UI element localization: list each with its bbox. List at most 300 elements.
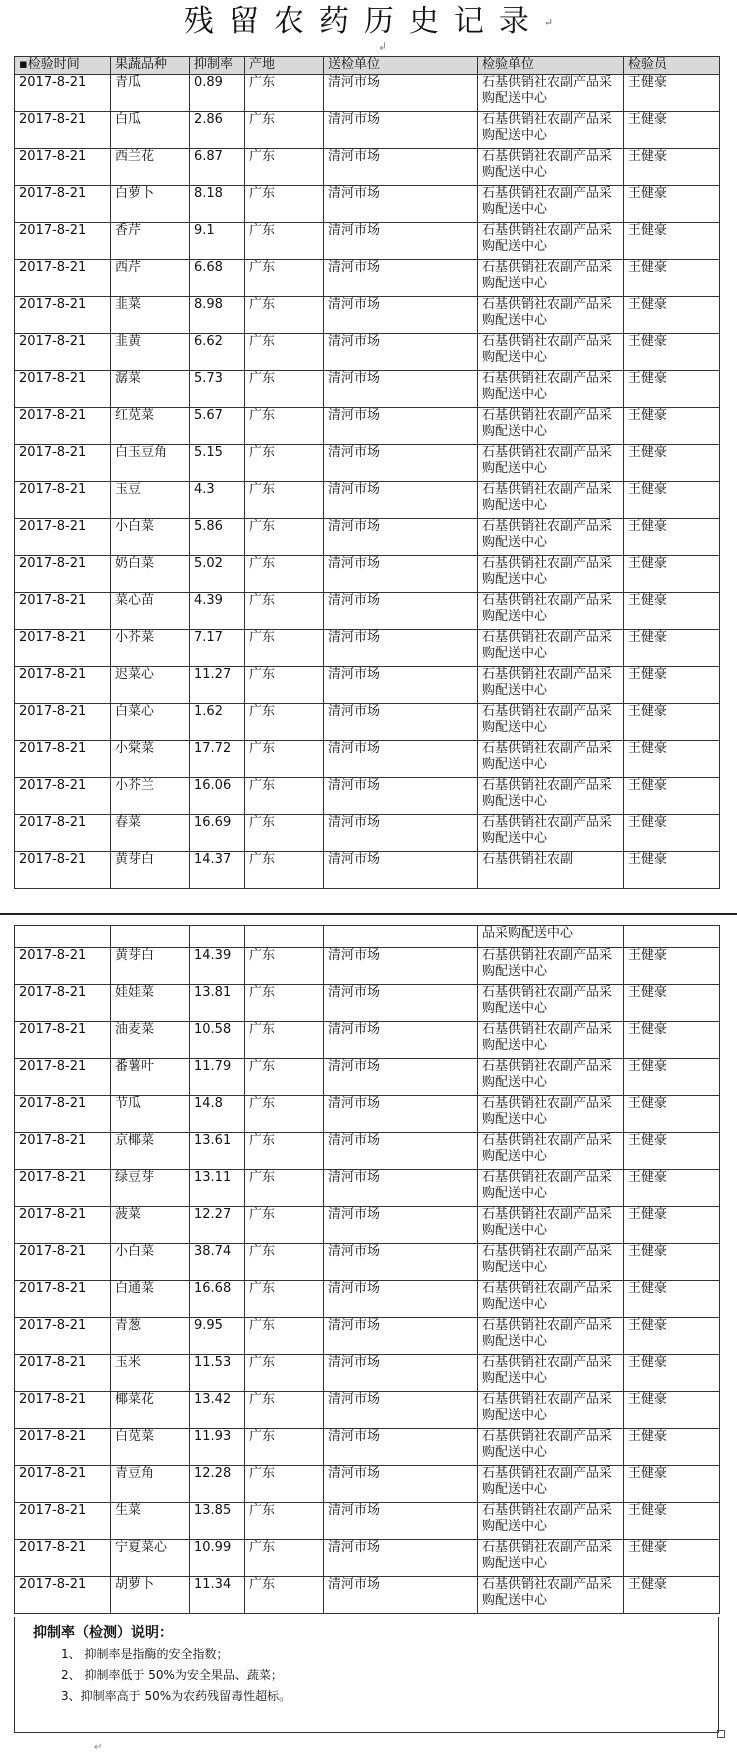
cell-test-unit-continued: 品采购配送中心 <box>478 926 624 948</box>
cell-submitter: 清河市场 <box>324 704 478 741</box>
table-row <box>15 667 720 704</box>
cell-test-date: 2017-8-21 <box>15 445 111 482</box>
cell-produce: 潺菜 <box>111 371 190 408</box>
cell-inhibition-rate: 16.68 <box>190 1281 245 1318</box>
cell-test-date: 2017-8-21 <box>15 408 111 445</box>
table-row <box>15 556 720 593</box>
cell-test-date: 2017-8-21 <box>15 1503 111 1540</box>
cell-test-date: 2017-8-21 <box>15 482 111 519</box>
cell-origin: 广东 <box>245 1170 324 1207</box>
cell-inhibition-rate: 8.18 <box>190 186 245 223</box>
cell-inhibition-rate: 1.62 <box>190 704 245 741</box>
cell-inhibition-rate: 12.28 <box>190 1466 245 1503</box>
cell-test-date: 2017-8-21 <box>15 948 111 985</box>
cell-test-date: 2017-8-21 <box>15 593 111 630</box>
cell-submitter: 清河市场 <box>324 1318 478 1355</box>
cell-origin: 广东 <box>245 1207 324 1244</box>
table-row <box>15 223 720 260</box>
table-row <box>15 334 720 371</box>
cell-submitter: 清河市场 <box>324 519 478 556</box>
cell-inhibition-rate: 5.02 <box>190 556 245 593</box>
cell-test-date: 2017-8-21 <box>15 1170 111 1207</box>
cell-empty <box>190 926 245 948</box>
cell-submitter: 清河市场 <box>324 1207 478 1244</box>
page-break-line <box>0 913 737 915</box>
cell-produce: 韭黄 <box>111 334 190 371</box>
cell-test-unit: 石基供销社农副产品采购配送中心 <box>478 1577 624 1614</box>
table-row <box>15 1244 720 1281</box>
cell-submitter: 清河市场 <box>324 1466 478 1503</box>
cell-inspector: 王健豪 <box>624 985 720 1022</box>
cell-test-date: 2017-8-21 <box>15 1392 111 1429</box>
cell-inspector: 王健豪 <box>624 1466 720 1503</box>
cell-test-unit: 石基供销社农副产品采购配送中心 <box>478 778 624 815</box>
cell-produce: 菠菜 <box>111 1207 190 1244</box>
cell-test-date: 2017-8-21 <box>15 1244 111 1281</box>
cell-produce: 玉米 <box>111 1355 190 1392</box>
cell-submitter: 清河市场 <box>324 556 478 593</box>
cell-test-date: 2017-8-21 <box>15 704 111 741</box>
cell-produce: 小白菜 <box>111 519 190 556</box>
cell-submitter: 清河市场 <box>324 408 478 445</box>
cell-produce: 黄芽白 <box>111 948 190 985</box>
cell-origin: 广东 <box>245 1133 324 1170</box>
cell-inspector: 王健豪 <box>624 1096 720 1133</box>
cell-test-unit: 石基供销社农副产品采购配送中心 <box>478 1281 624 1318</box>
cell-origin: 广东 <box>245 1318 324 1355</box>
cell-inspector: 王健豪 <box>624 1133 720 1170</box>
cell-test-unit: 石基供销社农副产品采购配送中心 <box>478 482 624 519</box>
cell-inhibition-rate: 2.86 <box>190 112 245 149</box>
cell-inhibition-rate: 6.87 <box>190 149 245 186</box>
cell-produce: 宁夏菜心 <box>111 1540 190 1577</box>
cell-inspector: 王健豪 <box>624 948 720 985</box>
cell-inhibition-rate: 9.95 <box>190 1318 245 1355</box>
table-row <box>15 1540 720 1577</box>
cell-produce: 生菜 <box>111 1503 190 1540</box>
cell-origin: 广东 <box>245 1244 324 1281</box>
cell-test-date: 2017-8-21 <box>15 112 111 149</box>
cell-test-date: 2017-8-21 <box>15 1318 111 1355</box>
cell-produce: 小芥菜 <box>111 630 190 667</box>
cell-test-date: 2017-8-21 <box>15 1059 111 1096</box>
cell-inspector: 王健豪 <box>624 1503 720 1540</box>
cell-test-unit: 石基供销社农副产品采购配送中心 <box>478 1355 624 1392</box>
notes-line: 1、 抑制率是指酶的安全指数； <box>61 1647 229 1661</box>
cell-origin: 广东 <box>245 1355 324 1392</box>
cell-inhibition-rate: 13.81 <box>190 985 245 1022</box>
cell-inspector: 王健豪 <box>624 593 720 630</box>
cell-test-date: 2017-8-21 <box>15 334 111 371</box>
cell-test-unit: 石基供销社农副产品采购配送中心 <box>478 1133 624 1170</box>
cell-test-date: 2017-8-21 <box>15 297 111 334</box>
cell-test-unit: 石基供销社农副产品采购配送中心 <box>478 667 624 704</box>
cell-produce: 青葱 <box>111 1318 190 1355</box>
cell-origin: 广东 <box>245 408 324 445</box>
cell-test-unit: 石基供销社农副产品采购配送中心 <box>478 1207 624 1244</box>
cell-produce: 玉豆 <box>111 482 190 519</box>
cell-inhibition-rate: 11.79 <box>190 1059 245 1096</box>
cell-inhibition-rate: 13.11 <box>190 1170 245 1207</box>
notes-line: 3、抑制率高于 50%为农药残留毒性超标。 <box>61 1689 292 1703</box>
cell-produce: 韭菜 <box>111 297 190 334</box>
cell-test-date: 2017-8-21 <box>15 1207 111 1244</box>
table-row <box>15 1281 720 1318</box>
cell-submitter: 清河市场 <box>324 1170 478 1207</box>
table-row <box>15 704 720 741</box>
cell-inspector: 王健豪 <box>624 1170 720 1207</box>
cell-produce: 节瓜 <box>111 1096 190 1133</box>
cell-produce: 迟菜心 <box>111 667 190 704</box>
cell-test-unit: 石基供销社农副产品采购配送中心 <box>478 1540 624 1577</box>
header-origin: 产地 <box>245 57 324 75</box>
table-row <box>15 1059 720 1096</box>
cell-origin: 广东 <box>245 985 324 1022</box>
cell-inhibition-rate: 11.93 <box>190 1429 245 1466</box>
cell-inspector: 王健豪 <box>624 704 720 741</box>
cell-origin: 广东 <box>245 1540 324 1577</box>
table-row <box>15 297 720 334</box>
cell-submitter: 清河市场 <box>324 1281 478 1318</box>
cell-empty <box>245 926 324 948</box>
cell-produce: 京椰菜 <box>111 1133 190 1170</box>
cell-submitter: 清河市场 <box>324 741 478 778</box>
cell-submitter: 清河市场 <box>324 948 478 985</box>
table-continuation-row <box>15 926 720 948</box>
table-row <box>15 75 720 112</box>
cell-inhibition-rate: 17.72 <box>190 741 245 778</box>
cell-submitter: 清河市场 <box>324 1133 478 1170</box>
cell-submitter: 清河市场 <box>324 593 478 630</box>
cell-produce: 青瓜 <box>111 75 190 112</box>
cell-test-unit: 石基供销社农副产品采购配送中心 <box>478 186 624 223</box>
table-row <box>15 1577 720 1614</box>
cell-inspector: 王健豪 <box>624 445 720 482</box>
cell-origin: 广东 <box>245 75 324 112</box>
cell-inhibition-rate: 0.89 <box>190 75 245 112</box>
cell-inhibition-rate: 38.74 <box>190 1244 245 1281</box>
cell-submitter: 清河市场 <box>324 815 478 852</box>
cell-submitter: 清河市场 <box>324 1022 478 1059</box>
cell-inspector: 王健豪 <box>624 1059 720 1096</box>
cell-submitter: 清河市场 <box>324 1540 478 1577</box>
cell-submitter: 清河市场 <box>324 1392 478 1429</box>
cell-origin: 广东 <box>245 1392 324 1429</box>
cell-origin: 广东 <box>245 593 324 630</box>
cell-inhibition-rate: 13.61 <box>190 1133 245 1170</box>
cell-produce: 绿豆芽 <box>111 1170 190 1207</box>
cell-submitter: 清河市场 <box>324 1096 478 1133</box>
cell-test-date: 2017-8-21 <box>15 1355 111 1392</box>
cell-submitter: 清河市场 <box>324 1355 478 1392</box>
table-row <box>15 741 720 778</box>
cell-inhibition-rate: 9.1 <box>190 223 245 260</box>
table-header-row <box>15 57 720 75</box>
notes-title: 抑制率（检测）说明： <box>33 1625 173 1641</box>
cell-test-unit: 石基供销社农副产品采购配送中心 <box>478 1503 624 1540</box>
cell-submitter: 清河市场 <box>324 482 478 519</box>
table-row <box>15 149 720 186</box>
table-row <box>15 778 720 815</box>
cell-test-date: 2017-8-21 <box>15 371 111 408</box>
cell-test-unit: 石基供销社农副产品采购配送中心 <box>478 704 624 741</box>
cell-inspector: 王健豪 <box>624 1207 720 1244</box>
cell-test-date: 2017-8-21 <box>15 556 111 593</box>
cell-empty <box>15 926 111 948</box>
cell-test-unit: 石基供销社农副产品采购配送中心 <box>478 593 624 630</box>
cell-produce: 小棠菜 <box>111 741 190 778</box>
cell-produce: 白菜心 <box>111 704 190 741</box>
table-row <box>15 630 720 667</box>
end-paragraph-mark: ↵ <box>94 1742 103 1753</box>
cell-origin: 广东 <box>245 482 324 519</box>
cell-origin: 广东 <box>245 630 324 667</box>
cell-origin: 广东 <box>245 852 324 889</box>
table-row <box>15 985 720 1022</box>
cell-test-date: 2017-8-21 <box>15 985 111 1022</box>
cell-submitter: 清河市场 <box>324 75 478 112</box>
cell-test-unit: 石基供销社农副产品采购配送中心 <box>478 556 624 593</box>
cell-inhibition-rate: 16.06 <box>190 778 245 815</box>
cell-inspector: 王健豪 <box>624 297 720 334</box>
records-table-page2 <box>14 925 720 1614</box>
cell-test-unit: 石基供销社农副产品采购配送中心 <box>478 223 624 260</box>
cell-origin: 广东 <box>245 778 324 815</box>
cell-test-unit: 石基供销社农副产品采购配送中心 <box>478 1318 624 1355</box>
cell-inspector: 王健豪 <box>624 1577 720 1614</box>
cell-inhibition-rate: 10.58 <box>190 1022 245 1059</box>
cell-inhibition-rate: 4.3 <box>190 482 245 519</box>
cell-produce: 白瓜 <box>111 112 190 149</box>
cell-submitter: 清河市场 <box>324 260 478 297</box>
cell-inspector: 王健豪 <box>624 556 720 593</box>
cell-inspector: 王健豪 <box>624 1022 720 1059</box>
cell-submitter: 清河市场 <box>324 186 478 223</box>
cell-submitter: 清河市场 <box>324 445 478 482</box>
table-row <box>15 519 720 556</box>
cell-inspector: 王健豪 <box>624 519 720 556</box>
cell-inspector: 王健豪 <box>624 149 720 186</box>
cell-test-date: 2017-8-21 <box>15 1022 111 1059</box>
cell-inhibition-rate: 5.86 <box>190 519 245 556</box>
cell-test-date: 2017-8-21 <box>15 75 111 112</box>
cell-test-unit: 石基供销社农副产品采购配送中心 <box>478 1429 624 1466</box>
cell-test-unit: 石基供销社农副产品采购配送中心 <box>478 948 624 985</box>
cell-produce: 西芹 <box>111 260 190 297</box>
cell-origin: 广东 <box>245 741 324 778</box>
cell-inspector: 王健豪 <box>624 482 720 519</box>
table-row <box>15 1096 720 1133</box>
table-row <box>15 815 720 852</box>
header-produce: 果蔬品种 <box>111 57 190 75</box>
cell-inhibition-rate: 6.62 <box>190 334 245 371</box>
cell-inhibition-rate: 11.34 <box>190 1577 245 1614</box>
cell-origin: 广东 <box>245 1577 324 1614</box>
cell-test-unit: 石基供销社农副产品采购配送中心 <box>478 1244 624 1281</box>
cell-inspector: 王健豪 <box>624 1244 720 1281</box>
cell-inspector: 王健豪 <box>624 1392 720 1429</box>
cell-inhibition-rate: 5.73 <box>190 371 245 408</box>
table-row <box>15 1466 720 1503</box>
cell-test-date: 2017-8-21 <box>15 667 111 704</box>
table-row <box>15 1318 720 1355</box>
cell-test-unit: 石基供销社农副产品采购配送中心 <box>478 1170 624 1207</box>
cell-test-unit: 石基供销社农副产品采购配送中心 <box>478 408 624 445</box>
cell-origin: 广东 <box>245 556 324 593</box>
cell-inhibition-rate: 13.85 <box>190 1503 245 1540</box>
cell-origin: 广东 <box>245 1059 324 1096</box>
cell-submitter: 清河市场 <box>324 667 478 704</box>
cell-origin: 广东 <box>245 1281 324 1318</box>
cell-inhibition-rate: 11.27 <box>190 667 245 704</box>
table-row <box>15 260 720 297</box>
cell-test-date: 2017-8-21 <box>15 1096 111 1133</box>
cell-submitter: 清河市场 <box>324 112 478 149</box>
cell-origin: 广东 <box>245 260 324 297</box>
cell-submitter: 清河市场 <box>324 985 478 1022</box>
cell-submitter: 清河市场 <box>324 223 478 260</box>
table-row <box>15 482 720 519</box>
cell-test-date: 2017-8-21 <box>15 1540 111 1577</box>
cell-origin: 广东 <box>245 815 324 852</box>
cell-produce: 奶白菜 <box>111 556 190 593</box>
cell-origin: 广东 <box>245 334 324 371</box>
table-resize-handle[interactable] <box>717 1730 725 1738</box>
cell-submitter: 清河市场 <box>324 852 478 889</box>
cell-inspector: 王健豪 <box>624 75 720 112</box>
cell-inhibition-rate: 11.53 <box>190 1355 245 1392</box>
header-test-date: ▪检验时间 <box>15 57 111 75</box>
header-inspector: 检验员 <box>624 57 720 75</box>
cell-inspector: 王健豪 <box>624 778 720 815</box>
table-row <box>15 1170 720 1207</box>
cell-test-date: 2017-8-21 <box>15 1133 111 1170</box>
cell-inspector: 王健豪 <box>624 223 720 260</box>
cell-submitter: 清河市场 <box>324 1503 478 1540</box>
cell-test-unit: 石基供销社农副产品采购配送中心 <box>478 815 624 852</box>
cell-produce: 菜心苗 <box>111 593 190 630</box>
cell-origin: 广东 <box>245 1022 324 1059</box>
cell-inhibition-rate: 10.99 <box>190 1540 245 1577</box>
cell-test-date: 2017-8-21 <box>15 815 111 852</box>
cell-origin: 广东 <box>245 519 324 556</box>
table-row <box>15 1133 720 1170</box>
cell-test-unit: 石基供销社农副产品采购配送中心 <box>478 1059 624 1096</box>
document-title: 残留农药历史记录↵ <box>183 4 554 39</box>
cell-inspector: 王健豪 <box>624 371 720 408</box>
cell-produce: 白苋菜 <box>111 1429 190 1466</box>
cell-inspector: 王健豪 <box>624 667 720 704</box>
cell-produce: 春菜 <box>111 815 190 852</box>
cell-test-date: 2017-8-21 <box>15 1429 111 1466</box>
table-row <box>15 1392 720 1429</box>
cell-test-unit: 石基供销社农副产品采购配送中心 <box>478 1392 624 1429</box>
cell-test-unit: 石基供销社农副产品采购配送中心 <box>478 630 624 667</box>
cell-origin: 广东 <box>245 1429 324 1466</box>
cell-produce: 黄芽白 <box>111 852 190 889</box>
cell-test-unit: 石基供销社农副产品采购配送中心 <box>478 445 624 482</box>
cell-produce: 小白菜 <box>111 1244 190 1281</box>
table-row <box>15 852 720 889</box>
cell-test-date: 2017-8-21 <box>15 223 111 260</box>
paragraph-mark: ↲ <box>378 40 388 53</box>
cell-test-date: 2017-8-21 <box>15 1281 111 1318</box>
table-row <box>15 186 720 223</box>
cell-inspector: 王健豪 <box>624 1540 720 1577</box>
cell-produce: 椰菜花 <box>111 1392 190 1429</box>
cell-produce: 红苋菜 <box>111 408 190 445</box>
cell-submitter: 清河市场 <box>324 1429 478 1466</box>
cell-inhibition-rate: 14.8 <box>190 1096 245 1133</box>
cell-test-date: 2017-8-21 <box>15 149 111 186</box>
cell-submitter: 清河市场 <box>324 778 478 815</box>
cell-test-unit: 石基供销社农副产品采购配送中心 <box>478 334 624 371</box>
table-row <box>15 593 720 630</box>
cell-origin: 广东 <box>245 445 324 482</box>
cell-inspector: 王健豪 <box>624 186 720 223</box>
cell-test-date: 2017-8-21 <box>15 852 111 889</box>
cell-empty <box>324 926 478 948</box>
cell-test-date: 2017-8-21 <box>15 778 111 815</box>
cell-submitter: 清河市场 <box>324 334 478 371</box>
cell-test-unit: 石基供销社农副产品采购配送中心 <box>478 1466 624 1503</box>
cell-origin: 广东 <box>245 1466 324 1503</box>
cell-inspector: 王健豪 <box>624 815 720 852</box>
cell-test-unit: 石基供销社农副 <box>478 852 624 889</box>
cell-produce: 油麦菜 <box>111 1022 190 1059</box>
cell-inhibition-rate: 5.67 <box>190 408 245 445</box>
cell-test-unit: 石基供销社农副产品采购配送中心 <box>478 1096 624 1133</box>
cell-inspector: 王健豪 <box>624 741 720 778</box>
cell-submitter: 清河市场 <box>324 371 478 408</box>
records-table-page1 <box>14 56 720 889</box>
cell-origin: 广东 <box>245 297 324 334</box>
table-row <box>15 445 720 482</box>
cell-test-date: 2017-8-21 <box>15 1466 111 1503</box>
table-row <box>15 1429 720 1466</box>
cell-produce: 西兰花 <box>111 149 190 186</box>
notes-line: 2、 抑制率低于 50%为安全果品、蔬菜； <box>61 1668 283 1682</box>
cell-origin: 广东 <box>245 704 324 741</box>
cell-inhibition-rate: 13.42 <box>190 1392 245 1429</box>
cell-inspector: 王健豪 <box>624 334 720 371</box>
cell-inhibition-rate: 12.27 <box>190 1207 245 1244</box>
cell-submitter: 清河市场 <box>324 630 478 667</box>
header-test-unit: 检验单位 <box>478 57 624 75</box>
cell-test-date: 2017-8-21 <box>15 186 111 223</box>
cell-test-unit: 石基供销社农副产品采购配送中心 <box>478 985 624 1022</box>
cell-inhibition-rate: 4.39 <box>190 593 245 630</box>
cell-origin: 广东 <box>245 186 324 223</box>
cell-submitter: 清河市场 <box>324 1244 478 1281</box>
cell-produce: 胡萝卜 <box>111 1577 190 1614</box>
cell-produce: 白萝卜 <box>111 186 190 223</box>
cell-test-unit: 石基供销社农副产品采购配送中心 <box>478 371 624 408</box>
cell-inhibition-rate: 14.39 <box>190 948 245 985</box>
cell-produce: 娃娃菜 <box>111 985 190 1022</box>
cell-origin: 广东 <box>245 371 324 408</box>
table-row <box>15 112 720 149</box>
cell-produce: 白通菜 <box>111 1281 190 1318</box>
table-row <box>15 408 720 445</box>
cell-inspector: 王健豪 <box>624 1318 720 1355</box>
cell-produce: 小芥兰 <box>111 778 190 815</box>
cell-submitter: 清河市场 <box>324 1059 478 1096</box>
cell-empty <box>624 926 720 948</box>
cell-test-unit: 石基供销社农副产品采购配送中心 <box>478 741 624 778</box>
cell-inspector: 王健豪 <box>624 852 720 889</box>
cell-origin: 广东 <box>245 667 324 704</box>
